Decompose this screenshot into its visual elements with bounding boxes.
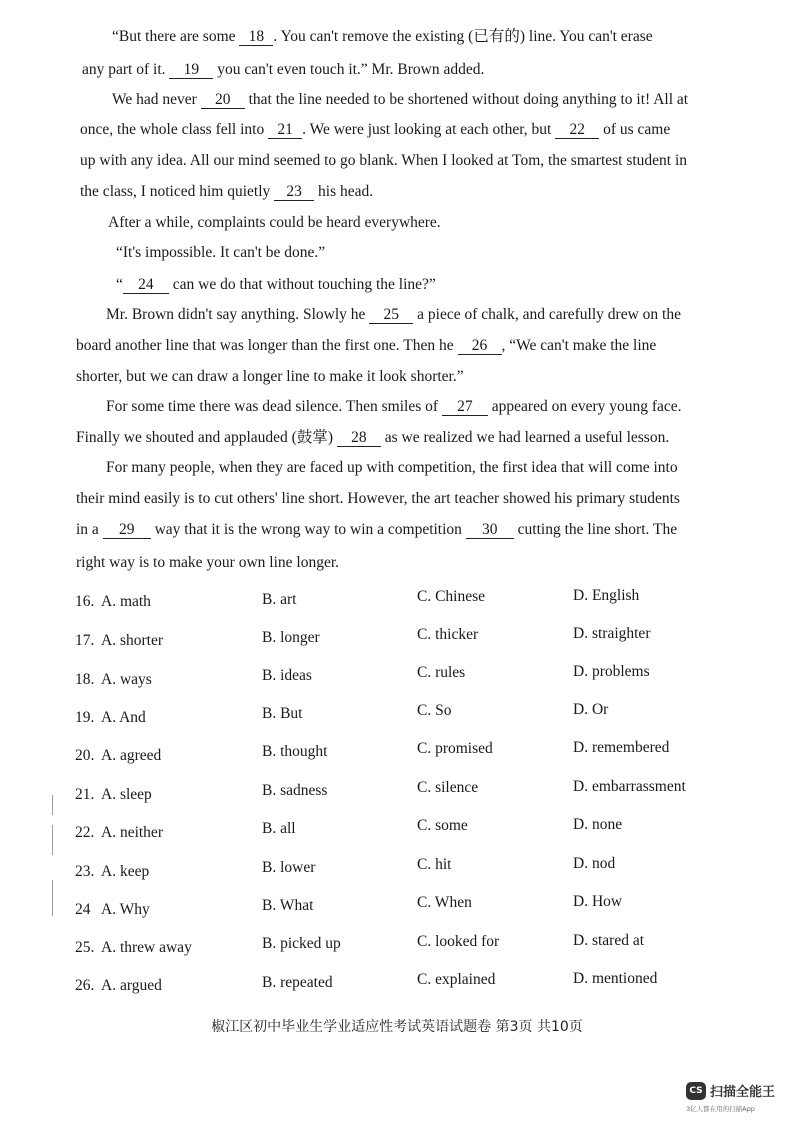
blank-19: 19	[169, 62, 213, 79]
option-b: B. But	[262, 705, 303, 722]
option-c: C. thicker	[417, 626, 479, 643]
passage-line-9: “ 24 can we do that without touching the line?”	[116, 276, 436, 293]
passage-line-13: For some time there was dead silence. Then smiles of 27 appeared on every young face.	[106, 398, 682, 415]
option-b: B. picked up	[262, 935, 341, 952]
option-a: A. shorter	[101, 632, 163, 649]
option-a: A. sleep	[101, 786, 152, 803]
passage-line-6: the class, I noticed him quietly 23 his head.	[80, 183, 374, 200]
question-number: 19.	[75, 709, 95, 726]
passage-line-3: We had never 20 that the line needed to be shortened without doing anything to it! All at	[112, 91, 689, 108]
blank-25: 25	[369, 307, 413, 324]
passage-line-11: board another line that was longer than the first one. Then he 26 , “We can't make the line	[76, 337, 657, 354]
scanner-slogan: 3亿人都在用的扫描App	[686, 1105, 755, 1113]
blank-22: 22	[555, 122, 599, 139]
question-number: 18.	[75, 671, 95, 688]
option-a: A. threw away	[101, 939, 192, 956]
passage-line-14: Finally we shouted and applauded (鼓掌) 28 as we realized we had learned a useful lesson.	[76, 429, 670, 446]
option-a: A. Why	[101, 901, 150, 918]
camscanner-icon: CS	[686, 1082, 706, 1100]
passage-line-4: once, the whole class fell into 21 . We were just looking at each other, but 22 of us came	[80, 121, 671, 138]
option-a: A. keep	[101, 863, 150, 880]
option-b: B. art	[262, 591, 297, 608]
question-number: 20.	[75, 747, 95, 764]
option-a: A. math	[101, 593, 151, 610]
blank-21: 21	[268, 122, 302, 139]
question-number: 25.	[75, 939, 95, 956]
passage-line-2: any part of it. 19 you can't even touch it.” Mr. Brown added.	[82, 61, 485, 78]
question-number: 26.	[75, 977, 95, 994]
option-b: B. ideas	[262, 667, 312, 684]
option-d: D. mentioned	[573, 970, 658, 987]
question-number: 16.	[75, 593, 95, 610]
blank-28: 28	[337, 430, 381, 447]
option-a: A. argued	[101, 977, 162, 994]
option-d: D. problems	[573, 663, 650, 680]
option-d: D. embarrassment	[573, 778, 686, 795]
passage-line-12: shorter, but we can draw a longer line to make it look shorter.”	[76, 368, 464, 385]
question-number: 23.	[75, 863, 95, 880]
margin-mark	[52, 880, 53, 916]
option-c: C. promised	[417, 740, 493, 757]
blank-20: 20	[201, 92, 245, 109]
option-c: C. silence	[417, 779, 479, 796]
question-number: 21.	[75, 786, 95, 803]
blank-29: 29	[103, 522, 151, 539]
blank-26: 26	[458, 338, 502, 355]
question-number: 17.	[75, 632, 95, 649]
option-b: B. longer	[262, 629, 320, 646]
option-c: C. Chinese	[417, 588, 486, 605]
option-c: C. So	[417, 702, 452, 719]
option-a: A. ways	[101, 671, 152, 688]
margin-mark	[52, 825, 53, 855]
option-b: B. thought	[262, 743, 328, 760]
option-a: A. neither	[101, 824, 163, 841]
passage-line-10: Mr. Brown didn't say anything. Slowly he 25 a piece of chalk, and carefully drew on the	[106, 306, 681, 323]
option-d: D. none	[573, 816, 623, 833]
option-b: B. repeated	[262, 974, 333, 991]
option-b: B. lower	[262, 859, 316, 876]
passage-line-15: For many people, when they are faced up with competition, the first idea that will come into	[106, 459, 678, 476]
option-b: B. all	[262, 820, 296, 837]
passage-line-8: “It's impossible. It can't be done.”	[116, 244, 326, 261]
blank-30: 30	[466, 522, 514, 539]
blank-23: 23	[274, 184, 314, 201]
option-d: D. English	[573, 587, 640, 604]
option-c: C. rules	[417, 664, 466, 681]
option-c: C. When	[417, 894, 472, 911]
question-number: 24	[75, 901, 91, 918]
option-a: A. agreed	[101, 747, 162, 764]
page-footer: 椒江区初中毕业生学业适应性考试英语试题卷 第3页 共10页	[211, 1019, 583, 1035]
option-d: D. nod	[573, 855, 616, 872]
passage-line-16: their mind easily is to cut others' line short. However, the art teacher showed his primary students	[76, 490, 680, 507]
passage-line-5: up with any idea. All our mind seemed to go blank. When I looked at Tom, the smartest student in	[80, 152, 688, 169]
passage-line-18: right way is to make your own line longer.	[76, 554, 340, 571]
option-d: D. remembered	[573, 739, 670, 756]
option-d: D. stared at	[573, 932, 645, 949]
blank-27: 27	[442, 399, 488, 416]
option-c: C. some	[417, 817, 468, 834]
option-d: D. Or	[573, 701, 609, 718]
passage-line-17: in a 29 way that it is the wrong way to win a competition 30 cutting the line short. The	[76, 521, 678, 538]
margin-mark	[52, 795, 53, 815]
blank-18: 18	[239, 29, 273, 46]
scanner-name: 扫描全能王	[710, 1085, 776, 1100]
blank-24: 24	[123, 277, 169, 294]
option-c: C. hit	[417, 856, 452, 873]
scanner-badge	[686, 1080, 790, 1120]
option-d: D. straighter	[573, 625, 651, 642]
question-number: 22.	[75, 824, 95, 841]
option-d: D. How	[573, 893, 623, 910]
option-a: A. And	[101, 709, 146, 726]
option-b: B. sadness	[262, 782, 328, 799]
option-c: C. explained	[417, 971, 496, 988]
passage-line-7: After a while, complaints could be heard everywhere.	[108, 214, 441, 231]
passage-line-1: “But there are some 18 . You can't remove the existing (已有的) line. You can't erase	[112, 28, 653, 45]
option-b: B. What	[262, 897, 314, 914]
option-c: C. looked for	[417, 933, 500, 950]
